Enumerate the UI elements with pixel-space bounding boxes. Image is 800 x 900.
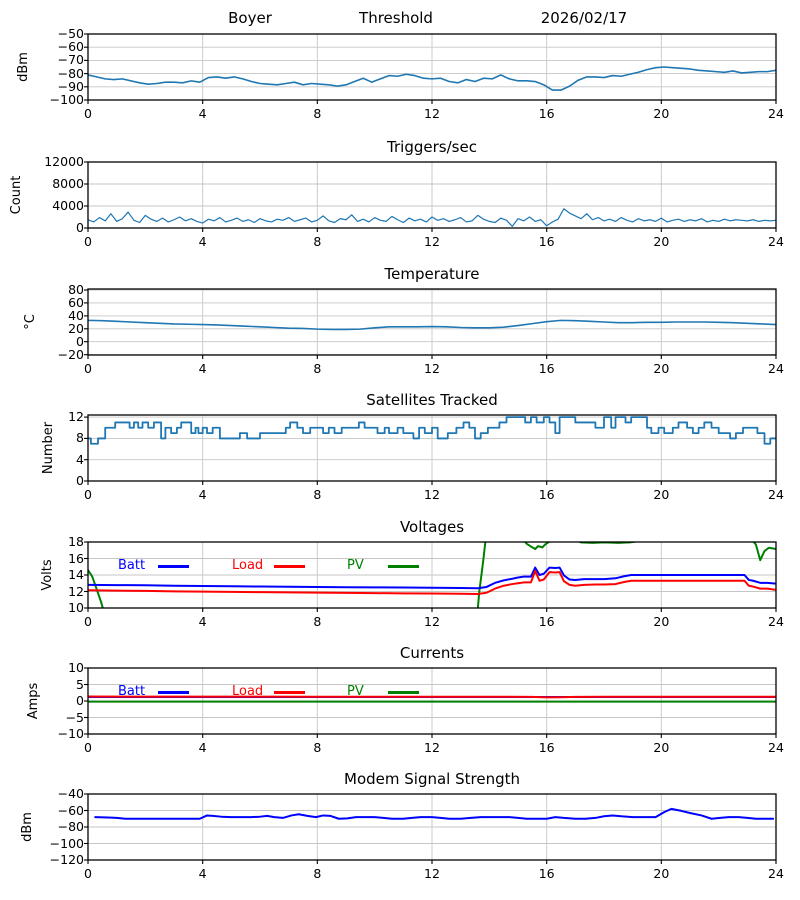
ytick-threshold-3: −70 <box>57 52 84 68</box>
ytick-triggers-3: 12000 <box>44 154 84 169</box>
ytick-currents-1: −5 <box>65 709 84 725</box>
ytick-temperature-4: 60 <box>68 294 84 310</box>
ytick-voltages-2: 14 <box>68 567 84 582</box>
ytick-currents-0: −10 <box>57 726 84 741</box>
xtick-triggers-5: 20 <box>653 234 670 249</box>
xtick-voltages-4: 16 <box>538 614 555 629</box>
ylabel-triggers: Count <box>9 175 24 215</box>
xtick-triggers-0: 0 <box>84 234 92 249</box>
plot-svg-modem <box>80 788 784 870</box>
plot-svg-voltages <box>80 536 784 618</box>
plot-svg-triggers <box>80 156 784 238</box>
ytick-currents-2: 0 <box>76 693 84 708</box>
xtick-currents-5: 20 <box>653 740 670 755</box>
legend-label-voltages-load: Load <box>232 558 264 573</box>
ytick-voltages-4: 18 <box>68 534 84 549</box>
date-title: 2026/02/17 <box>540 9 628 27</box>
legend-label-currents-load: Load <box>232 684 264 699</box>
ytick-triggers-1: 4000 <box>52 198 84 213</box>
xtick-threshold-3: 12 <box>424 106 440 121</box>
panel-title-triggers: Triggers/sec <box>387 138 477 156</box>
ytick-temperature-2: 20 <box>68 320 84 336</box>
xtick-modem-3: 12 <box>424 866 440 881</box>
ylabel-currents: Amps <box>26 682 41 720</box>
ytick-modem-4: −40 <box>57 786 84 801</box>
xtick-threshold-5: 20 <box>653 106 670 121</box>
xtick-modem-6: 24 <box>768 866 784 881</box>
ytick-satellites-3: 12 <box>68 409 84 425</box>
ytick-modem-2: −80 <box>57 819 84 834</box>
ylabel-threshold: dBm <box>16 52 31 82</box>
xtick-satellites-6: 24 <box>768 487 784 502</box>
xtick-modem-2: 8 <box>313 866 322 881</box>
legend-swatch-voltages-load <box>274 565 305 568</box>
ytick-satellites-1: 4 <box>76 451 84 467</box>
legend-swatch-currents-pv <box>388 691 419 694</box>
xtick-voltages-5: 20 <box>653 614 670 629</box>
panel-title-satellites: Satellites Tracked <box>366 391 498 409</box>
ytick-triggers-2: 8000 <box>52 176 84 191</box>
xtick-voltages-3: 12 <box>424 614 440 629</box>
xtick-triggers-1: 4 <box>198 234 207 249</box>
xtick-threshold-2: 8 <box>313 106 322 121</box>
xtick-satellites-2: 8 <box>313 487 322 502</box>
xtick-currents-4: 16 <box>538 740 555 755</box>
ylabel-modem: dBm <box>20 812 35 842</box>
legend-label-voltages-batt: Batt <box>118 558 146 573</box>
panel-title-temperature: Temperature <box>384 265 480 283</box>
xtick-voltages-6: 24 <box>768 614 784 629</box>
xtick-threshold-6: 24 <box>768 106 784 121</box>
ytick-threshold-4: −60 <box>57 39 84 55</box>
xtick-threshold-4: 16 <box>538 106 555 121</box>
ytick-temperature-1: 0 <box>76 333 84 349</box>
ytick-modem-0: −120 <box>49 852 84 867</box>
xtick-threshold-1: 4 <box>198 106 207 121</box>
ytick-voltages-1: 12 <box>68 583 84 599</box>
station-name-title: Boyer <box>228 9 272 27</box>
ytick-threshold-1: −90 <box>57 78 84 94</box>
legend-label-voltages-pv: PV <box>347 558 364 573</box>
ytick-temperature-3: 40 <box>68 307 84 323</box>
ytick-currents-3: 5 <box>76 676 84 692</box>
xtick-modem-1: 4 <box>198 866 207 881</box>
ytick-satellites-2: 8 <box>76 430 84 446</box>
ytick-modem-3: −60 <box>57 802 84 818</box>
threshold-title: Threshold <box>359 9 433 27</box>
xtick-satellites-5: 20 <box>653 487 670 502</box>
plot-svg-threshold <box>80 28 784 110</box>
xtick-triggers-3: 12 <box>424 234 440 249</box>
legend-swatch-voltages-batt <box>158 565 189 568</box>
xtick-voltages-2: 8 <box>313 614 322 629</box>
panel-title-currents: Currents <box>399 644 465 662</box>
xtick-temperature-6: 24 <box>768 361 784 376</box>
xtick-modem-0: 0 <box>84 866 92 881</box>
panel-title-voltages: Voltages <box>399 518 465 536</box>
xtick-satellites-3: 12 <box>424 487 440 502</box>
ylabel-temperature: °C <box>23 314 38 330</box>
ytick-temperature-0: −20 <box>57 346 84 362</box>
ytick-temperature-5: 80 <box>68 281 84 297</box>
xtick-satellites-4: 16 <box>538 487 555 502</box>
xtick-voltages-0: 0 <box>84 614 92 629</box>
xtick-satellites-1: 4 <box>198 487 207 502</box>
ytick-threshold-5: −50 <box>57 26 84 41</box>
legend-label-currents-batt: Batt <box>118 684 146 699</box>
xtick-satellites-0: 0 <box>84 487 92 502</box>
ylabel-satellites: Number <box>41 421 56 475</box>
ytick-threshold-0: −100 <box>49 92 84 107</box>
xtick-currents-2: 8 <box>313 740 322 755</box>
legend-swatch-currents-batt <box>158 691 189 694</box>
xtick-temperature-5: 20 <box>653 361 670 376</box>
xtick-modem-5: 20 <box>653 866 670 881</box>
xtick-temperature-0: 0 <box>84 361 92 376</box>
xtick-triggers-2: 8 <box>313 234 322 249</box>
series-load-amps <box>88 697 776 698</box>
plot-svg-satellites <box>80 409 784 491</box>
xtick-currents-1: 4 <box>198 740 207 755</box>
xtick-threshold-0: 0 <box>84 106 92 121</box>
panel-title-modem: Modem Signal Strength <box>344 770 520 788</box>
legend-swatch-voltages-pv <box>388 565 419 568</box>
xtick-currents-3: 12 <box>424 740 440 755</box>
ytick-currents-4: 10 <box>68 660 84 675</box>
legend-swatch-currents-load <box>274 691 305 694</box>
ytick-modem-1: −100 <box>49 835 84 851</box>
xtick-modem-4: 16 <box>538 866 555 881</box>
ytick-threshold-2: −80 <box>57 65 84 81</box>
xtick-temperature-1: 4 <box>198 361 207 376</box>
ylabel-voltages: Volts <box>40 559 55 591</box>
legend-label-currents-pv: PV <box>347 684 364 699</box>
xtick-temperature-3: 12 <box>424 361 440 376</box>
xtick-triggers-4: 16 <box>538 234 555 249</box>
plot-svg-currents <box>80 662 784 744</box>
ytick-triggers-0: 0 <box>76 220 84 235</box>
ytick-voltages-3: 16 <box>68 550 84 566</box>
xtick-currents-0: 0 <box>84 740 92 755</box>
xtick-temperature-2: 8 <box>313 361 322 376</box>
xtick-currents-6: 24 <box>768 740 784 755</box>
ytick-voltages-0: 10 <box>68 600 84 615</box>
xtick-triggers-6: 24 <box>768 234 784 249</box>
xtick-temperature-4: 16 <box>538 361 555 376</box>
plot-svg-temperature <box>80 283 784 365</box>
ytick-satellites-0: 0 <box>76 473 84 488</box>
xtick-voltages-1: 4 <box>198 614 207 629</box>
